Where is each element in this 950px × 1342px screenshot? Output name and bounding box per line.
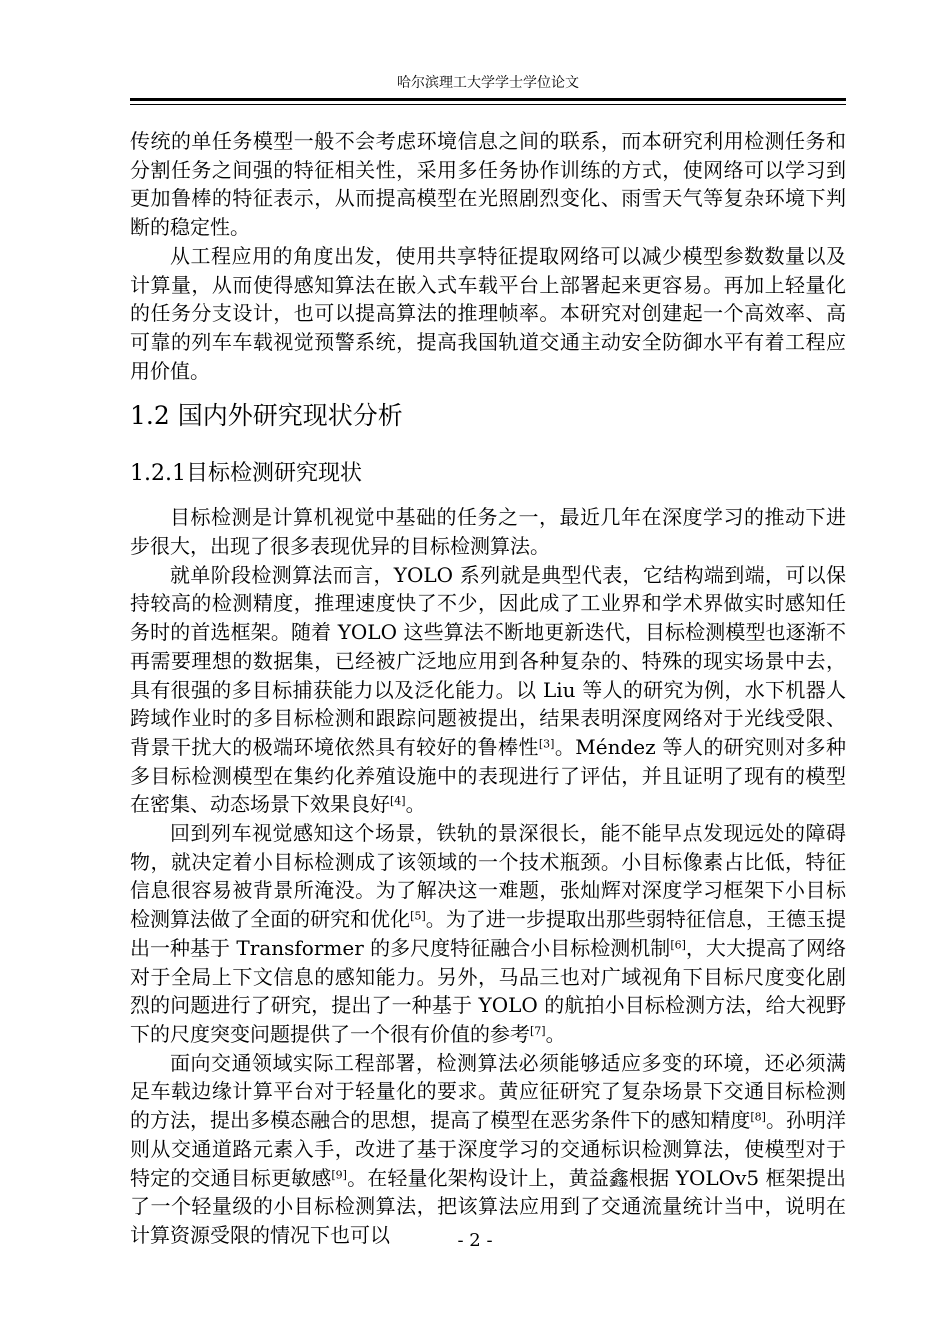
header-rule-thick [130, 98, 846, 101]
paragraph-5-text-a: 回到列车视觉感知这个场景，铁轨的景深很长，能不能早点发现远处的障碍物，就决定着小目标检测成了该领域的一个技术瓶颈。小目标像素占比低，特征信息很容易被背景所淹没。为了解决这一难题，张灿辉对深度学习框架下小目标检测算法做了全面的研究和优化 [130, 821, 846, 932]
paragraph-6-text-a: 面向交通领域实际工程部署，检测算法必须能够适应多变的环境，还必须满足车载边缘计算平台对于轻量化的要求。黄应征研究了复杂场景下交通目标检测的方法，提出多模态融合的思想，提高了模型在恶劣条件下的感知精度 [130, 1050, 846, 1133]
page-body [130, 127, 846, 1250]
paragraph-5 [130, 819, 846, 1049]
header-rule-thin [130, 104, 846, 105]
subsection-heading: 1.2.1目标检测研究现状 [130, 461, 362, 487]
paragraph-6-text-c: 。在轻量化架构设计上，黄益鑫根据 YOLOv5 框架提出了一个轻量级的小目标检测算法，把该算法应用到了交通流量统计当中，说明在计算资源受限的情况下也可以 [130, 1165, 847, 1247]
paragraph-5-text-d: 。 [545, 1021, 566, 1046]
citation-6: [6] [670, 938, 686, 952]
citation-9: [9] [331, 1167, 347, 1181]
paragraph-5-text-b: 。为了进一步提取出那些弱特征信息，王德玉提出一种基于 Transformer 的多尺度特征融合小目标检测机制 [130, 907, 847, 960]
paragraph-4-text-c: 。 [405, 792, 426, 817]
section-heading: 1.2 国内外研究现状分析 [130, 401, 403, 431]
paragraph-1: 传统的单任务模型一般不会考虑环境信息之间的联系，而本研究利用检测任务和分割任务之间强的特征相关性，采用多任务协作训练的方式，使网络可以学习到更加鲁棒的特征表示，从而提高模型在光照剧烈变化、雨雪天气等复杂环境下判断的稳定性。 [130, 129, 846, 240]
citation-3: [3] [538, 737, 555, 751]
paragraph-6-text-b: 。孙明洋则从交通道路元素入手，改进了基于深度学习的交通标识检测算法，使模型对于特定的交通目标更敏感 [130, 1108, 846, 1190]
citation-4: [4] [390, 794, 406, 808]
paragraph-2: 从工程应用的角度出发，使用共享特征提取网络可以减少模型参数数量以及计算量，从而使得感知算法在嵌入式车载平台上部署起来更容易。再加上轻量化的任务分支设计，也可以提高算法的推理帧率。本研究对创建起一个高效率、高可靠的列车车载视觉预警系统，提高我国轨道交通主动安全防御水平有着工程应用价值。 [130, 243, 846, 383]
paragraph-4-text-b: 。Méndez 等人的研究则对多种多目标检测模型在集约化养殖设施中的表现进行了评估，并且证明了现有的模型在密集、动态场景下效果良好 [130, 734, 847, 817]
paragraph-3: 目标检测是计算机视觉中基础的任务之一，最近几年在深度学习的推动下进步很大，出现了很多表现优异的目标检测算法。 [130, 505, 846, 559]
paragraph-4 [130, 561, 846, 819]
paragraph-6 [130, 1049, 846, 1250]
page-number: - 2 - [457, 1230, 493, 1251]
citation-7: [7] [530, 1024, 546, 1038]
paragraph-5-text-c: ，大大提高了网络对于全局上下文信息的感知能力。另外，马品三也对广域视角下目标尺度变化剧烈的问题进行了研究，提出了一种基于 YOLO 的航拍小目标检测方法，给大视野下的尺度突变问题提供了一个很有价值的参考 [130, 935, 846, 1046]
running-header: 哈尔滨理工大学学士学位论文 [397, 75, 579, 91]
citation-8: [8] [750, 1110, 766, 1124]
paragraph-4-text-a: 就单阶段检测算法而言，YOLO 系列就是典型代表，它结构端到端，可以保持较高的检测精度，推理速度快了不少，因此成了工业界和学术界做实时感知任务时的首选框架。随着 YOLO 这些算法不断地更新迭代，目标检测模型也逐渐不再需要理想的数据集，已经被广泛地应用到各种复杂的、特殊的现实场景中去，具有很强的多目标捕获能力以及泛化能力。以 Liu 等人的研究为例，水下机器人跨域作业时的多目标检测和跟踪问题被提出，结果表明深度网络对于光线受限、背景干扰大的极端环境依然具有较好的鲁棒性 [130, 562, 846, 759]
citation-5: [5] [410, 909, 426, 923]
